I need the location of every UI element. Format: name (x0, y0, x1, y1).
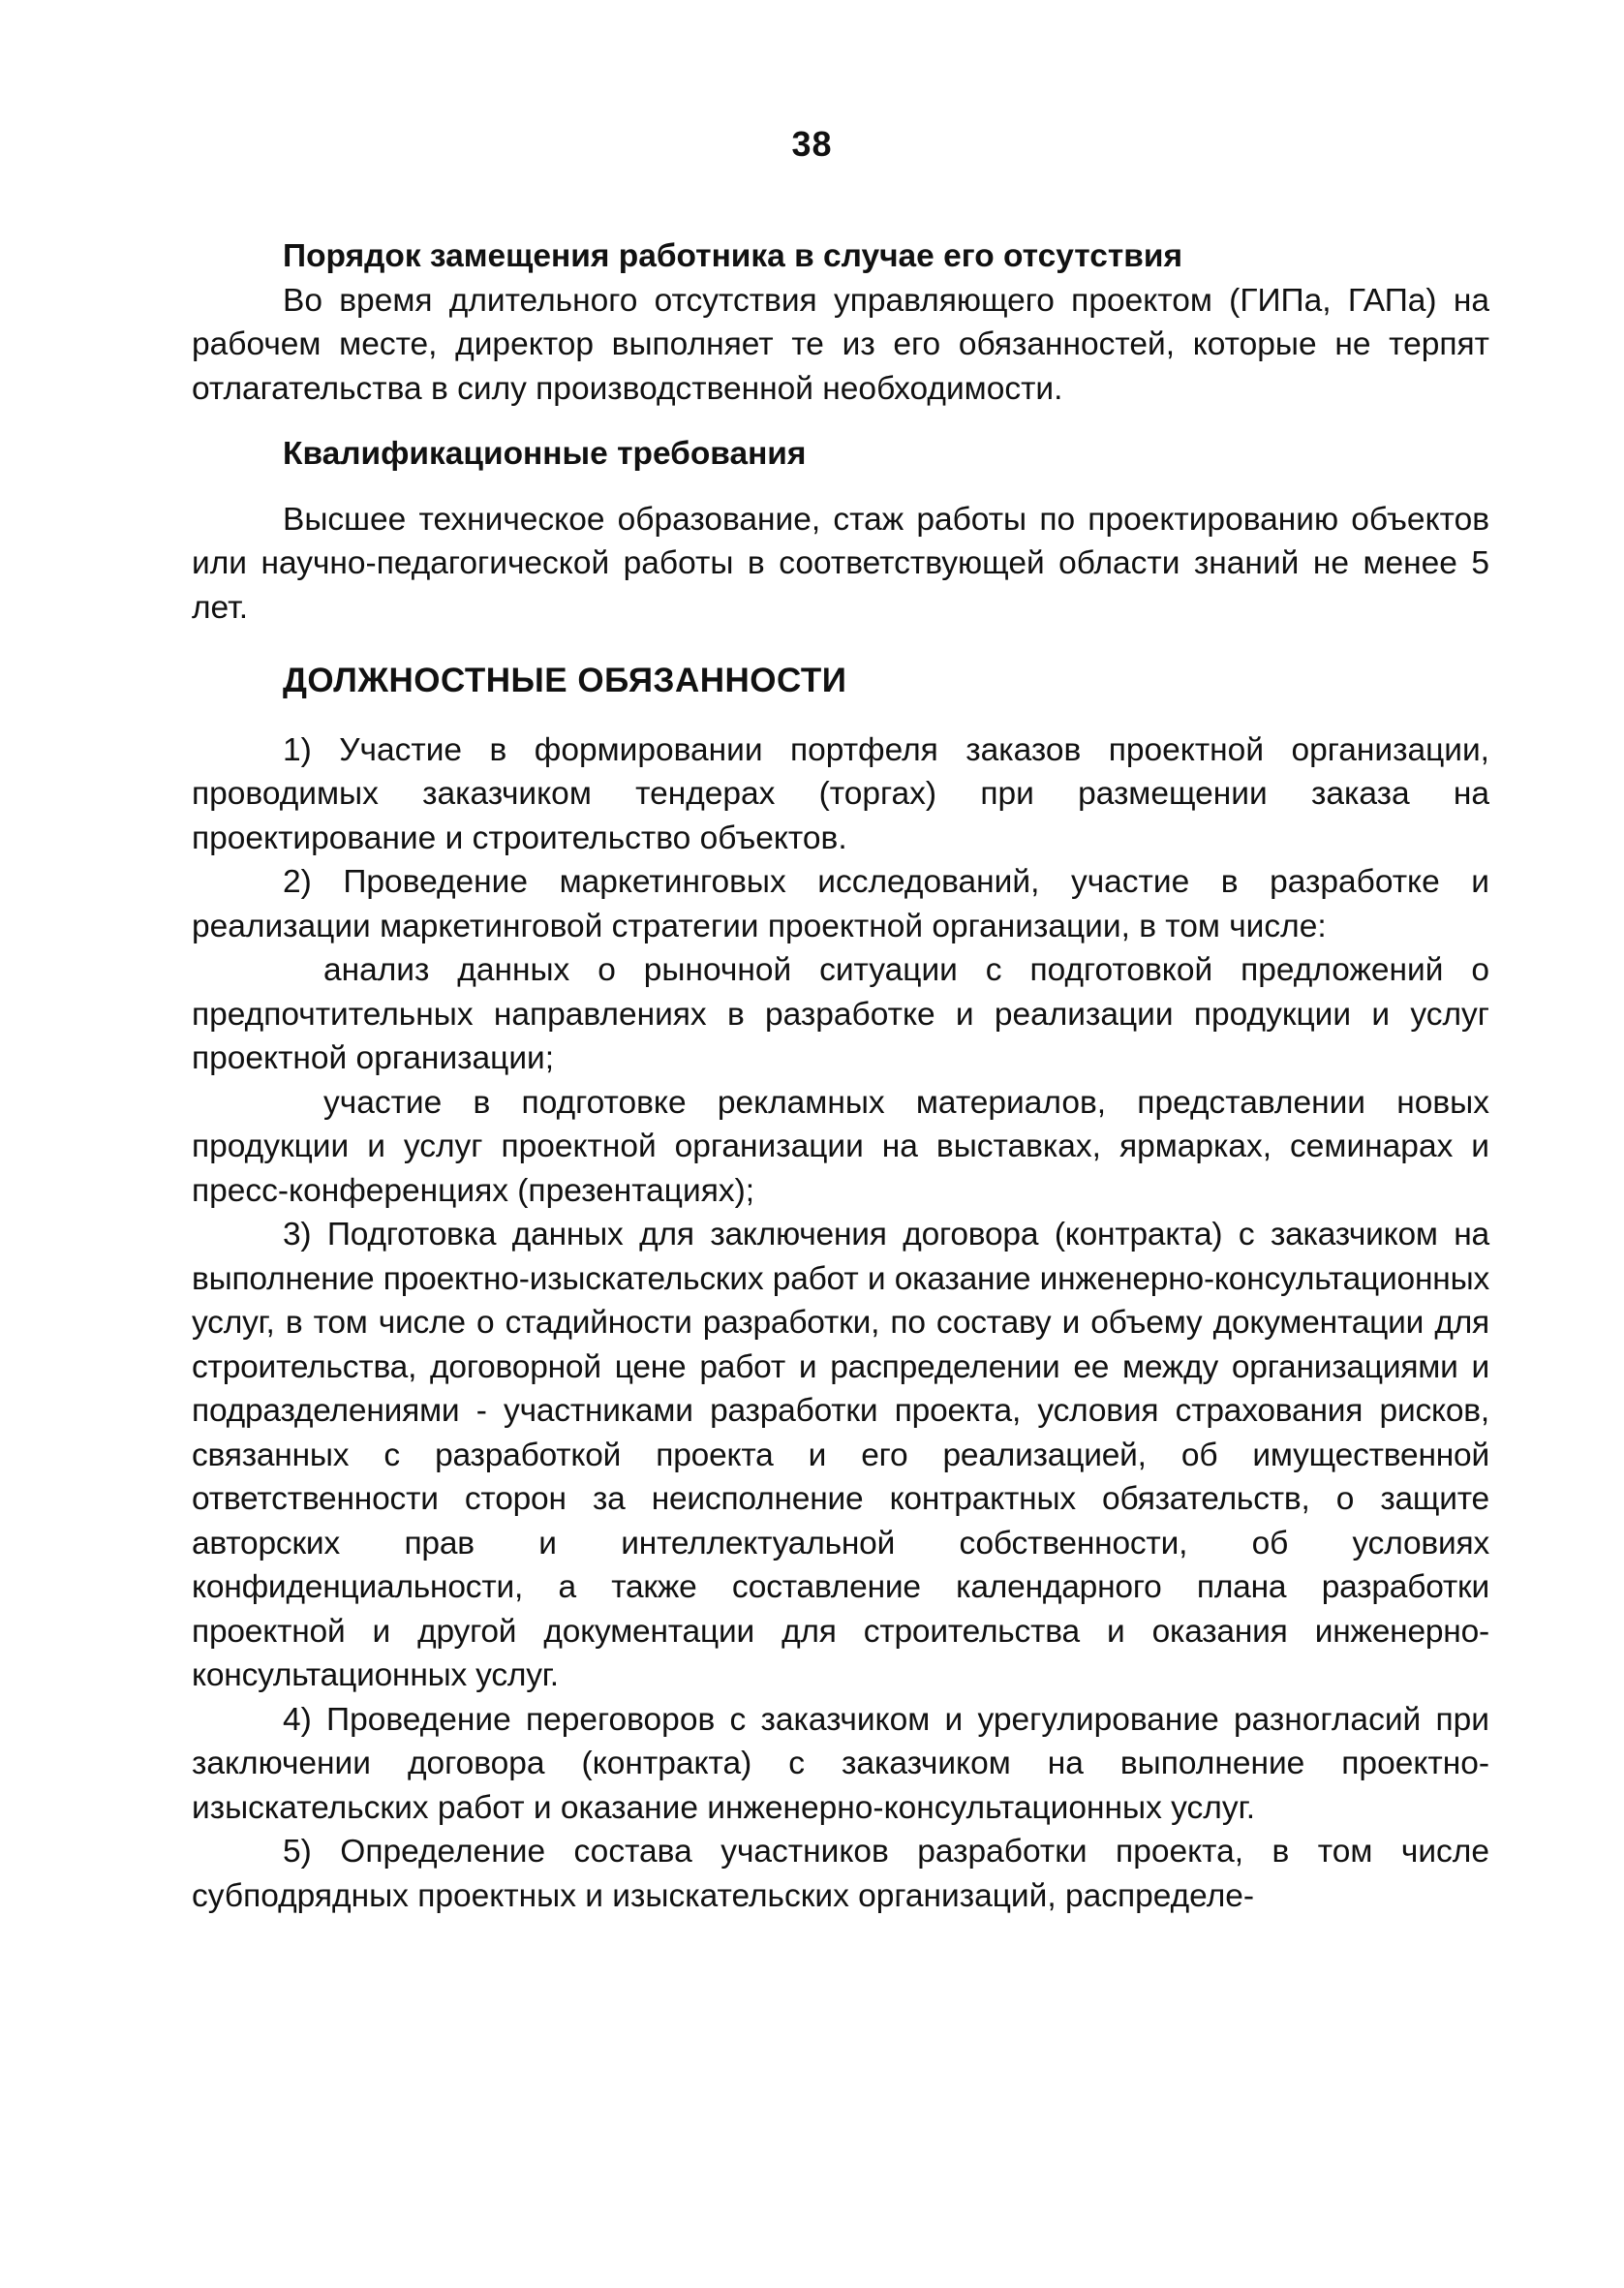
document-body (192, 234, 1489, 1918)
heading-duties: ДОЛЖНОСТНЫЕ ОБЯЗАННОСТИ (283, 662, 847, 699)
heading-qualification: Квалификационные требования (283, 436, 807, 472)
duty-item-3: 3) Подготовка данных для заключения договора (контракта) с заказчиком на выполнение проектно-изыскательских работ и оказание инженерно-консультационных услуг, в том числе о стадийности разработки, по составу и объему документации для строительства, договорной цене работ и распределении ее между организациями и подразделениями - участниками разработки проекта, условия страхования рисков, связанных с разработкой проекта и его реализацией, об имущественной ответственности сторон за неисполнение контрактных обязательств, о защите авторских прав и интеллектуальной собственности, об условиях конфиденциальности, а также составление календарного плана разработки проектной и другой документации для строительства и оказания инженерно-консультационных услуг. (192, 1217, 1489, 1693)
paragraph-substitution: Во время длительного отсутствия управляющего проектом (ГИПа, ГАПа) на рабочем месте, директор выполняет те из его обязанностей, которые не терпят отлагательства в силу производственной необходимости. (192, 282, 1489, 407)
duty-item-1: 1) Участие в формировании портфеля заказов проектной организации, проводимых заказчиком тендерах (торгах) при размещении заказа на проектирование и строительство объектов. (192, 731, 1489, 856)
duty-subitem-market-analysis: анализ данных о рыночной ситуации с подготовкой предложений о предпочтительных направлениях в разработке и реализации продукции и услуг проектной организации; (192, 952, 1489, 1076)
paragraph-qualification: Высшее техническое образование, стаж работы по проектированию объектов или научно-педагогической работы в соответствующей области знаний не менее 5 лет. (192, 501, 1489, 626)
duty-item-5: 5) Определение состава участников разработки проекта, в том числе субподрядных проектных и изыскательских организаций, распределе- (192, 1834, 1489, 1914)
duty-item-2: 2) Проведение маркетинговых исследований, участие в разработке и реализации маркетинговой стратегии проектной организации, в том числе: (192, 864, 1489, 944)
duty-item-4: 4) Проведение переговоров с заказчиком и урегулирование разногласий при заключении договора (контракта) с заказчиком на выполнение проектно-изыскательских работ и оказание инженерно-консультационных услуг. (192, 1701, 1489, 1826)
page-number: 38 (791, 124, 833, 164)
duty-subitem-advertising: участие в подготовке рекламных материалов, представлении новых продукции и услуг проектной организации на выставках, ярмарках, семинарах и пресс-конференциях (презентациях); (192, 1084, 1489, 1209)
heading-substitution: Порядок замещения работника в случае его отсутствия (283, 238, 1183, 274)
